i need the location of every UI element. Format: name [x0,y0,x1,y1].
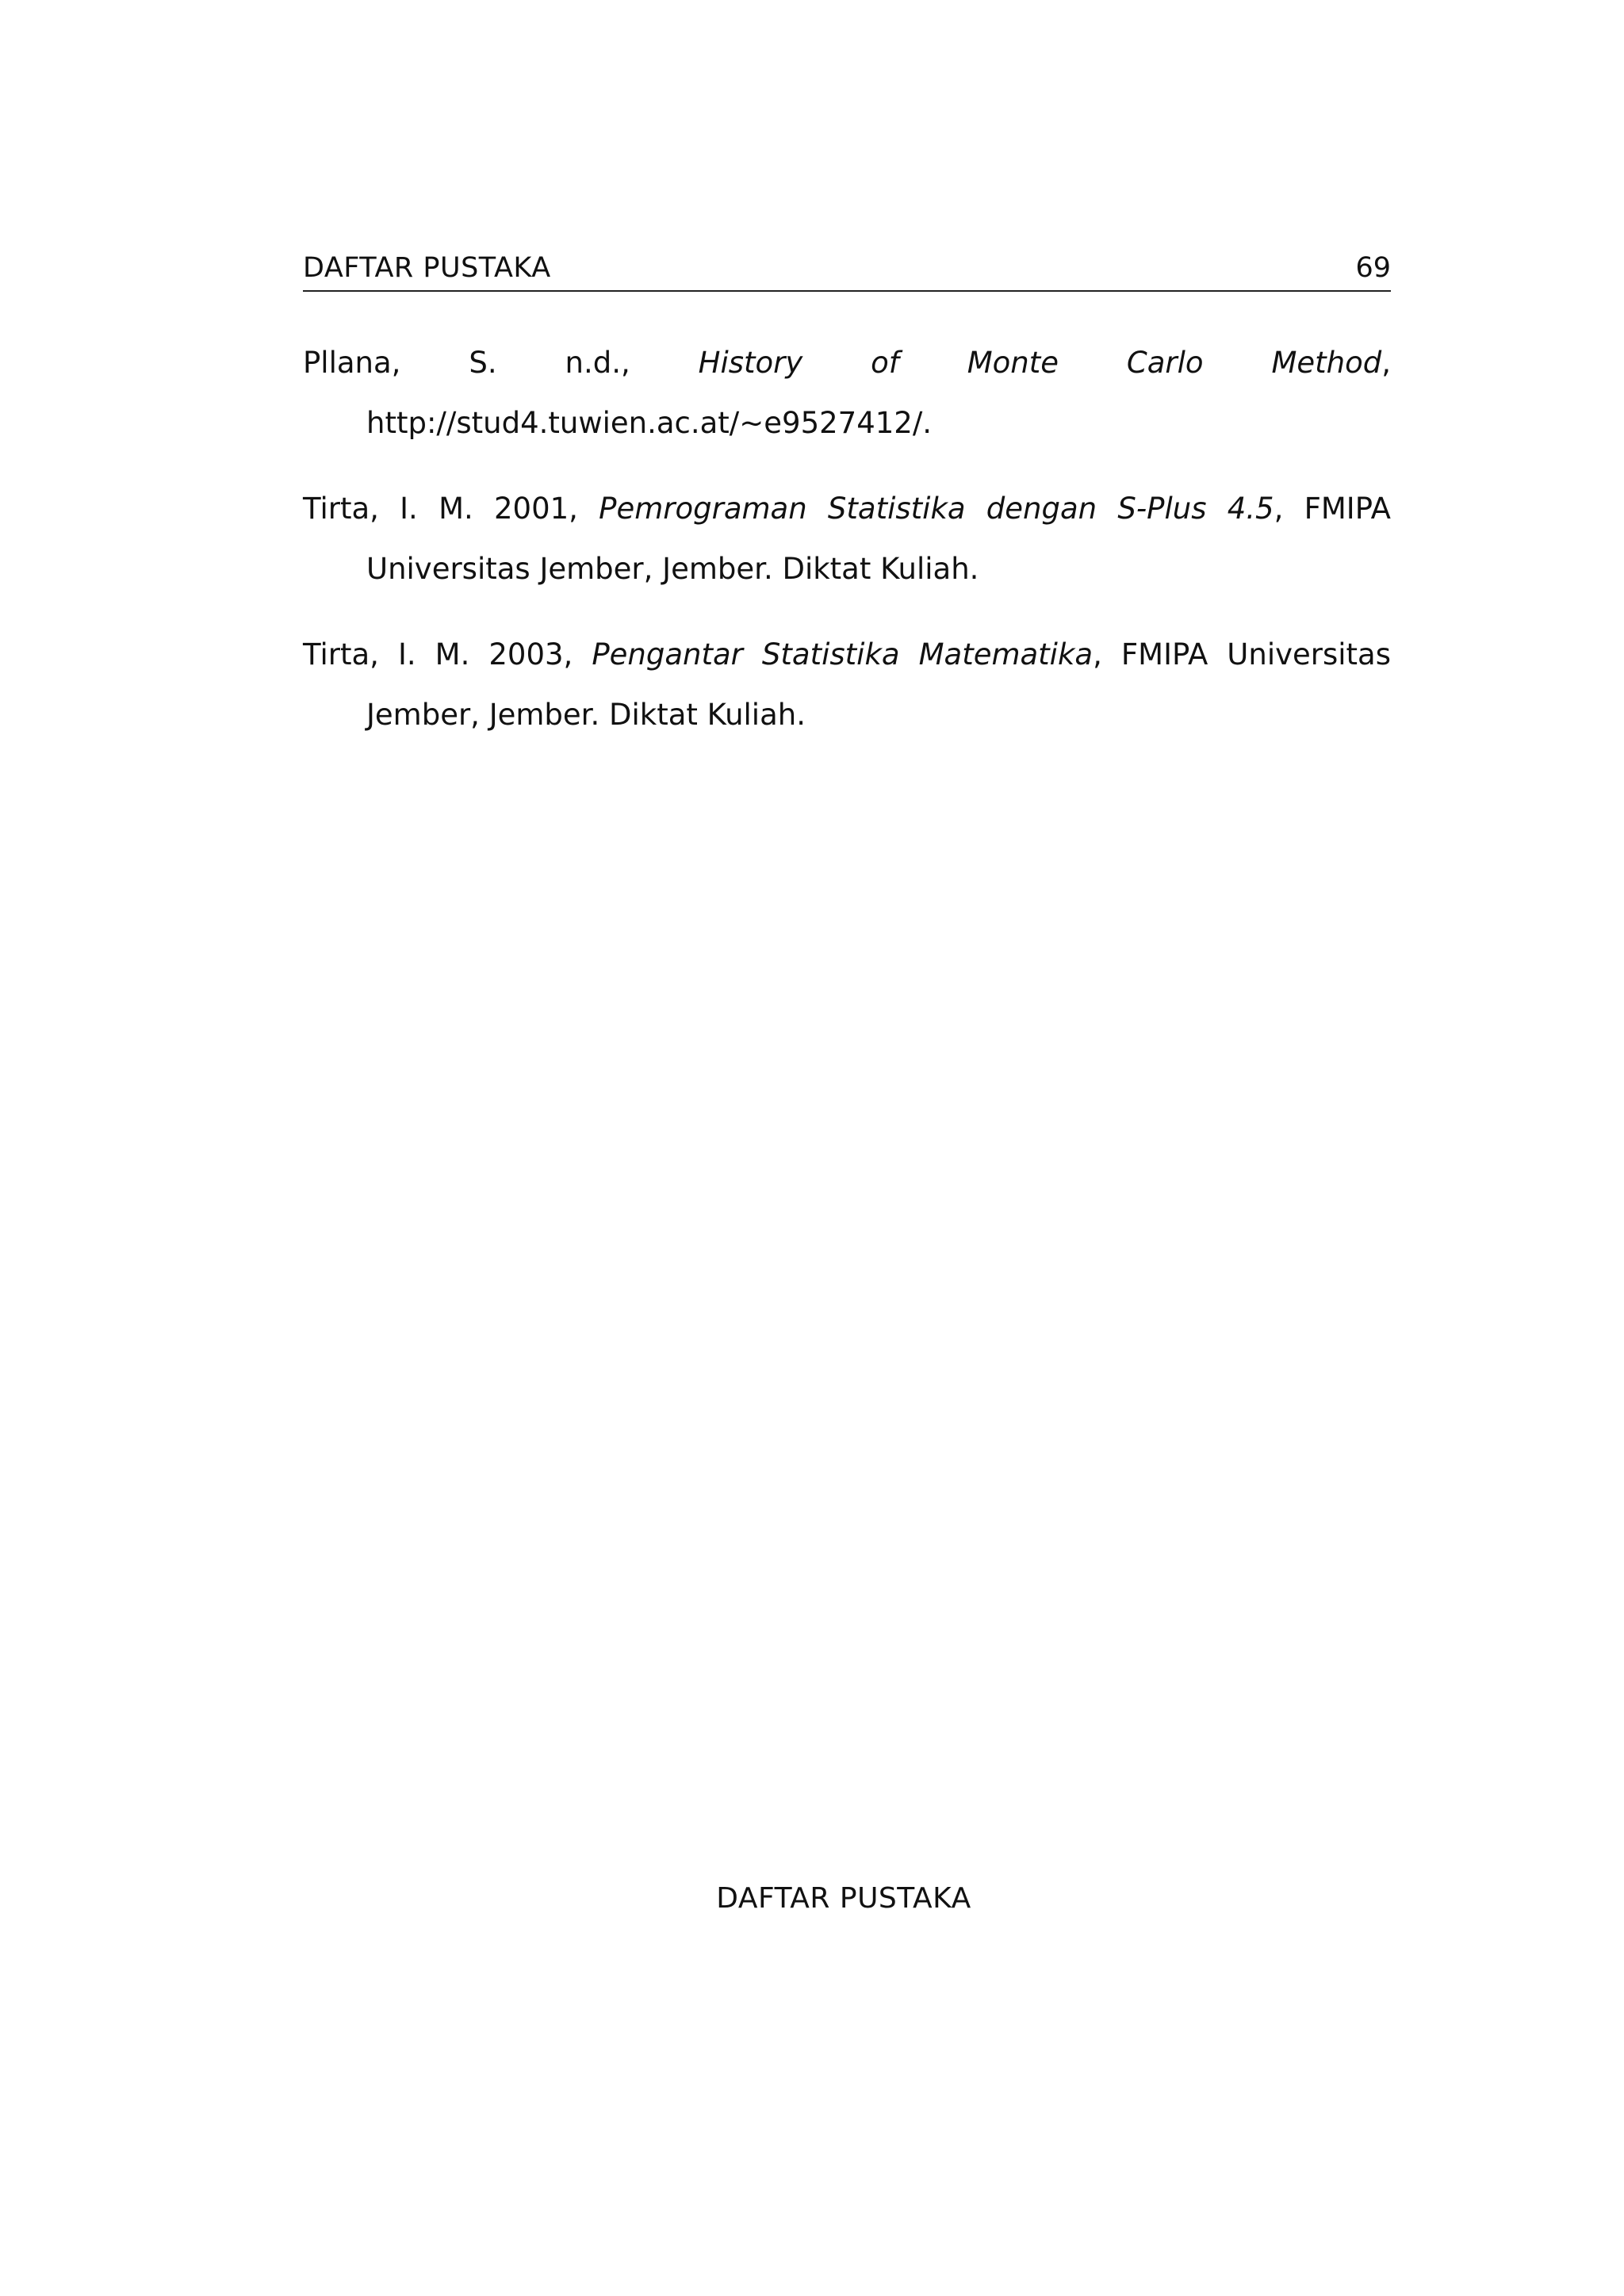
reference-list [303,333,1391,771]
reference-title: Pengantar Statistika Matematika [592,637,1094,672]
reference-entry-tirta-2001 [303,479,1391,599]
running-header [303,246,1391,292]
reference-title: History of Monte Carlo Method [698,346,1382,380]
reference-lead: Tirta, I. M. 2001, [303,492,599,526]
reference-lead: Pllana, S. n.d., [303,346,699,380]
page-number: 69 [1355,252,1391,284]
reference-tail: , [1381,346,1391,380]
reference-entry-first-line [303,333,1391,393]
reference-tail: , FMIPA Universitas Jember, Jember. Diktat Kuliah. [366,637,1391,732]
reference-url[interactable]: http://stud4.tuwien.ac.at/∼e9527412/. [366,406,933,440]
reference-lead: Tirta, I. M. 2003, [303,637,592,672]
reference-title: Pemrograman Statistika dengan S-Plus 4.5 [599,492,1274,526]
reference-entry-tirta-2003 [303,625,1391,745]
reference-tail: , FMIPA Universitas Jember, Jember. Diktat Kuliah. [366,492,1391,586]
footer-label: DAFTAR PUSTAKA [716,1882,971,1915]
running-header-title: DAFTAR PUSTAKA [303,252,551,284]
reference-entry-pllana [303,333,1391,453]
